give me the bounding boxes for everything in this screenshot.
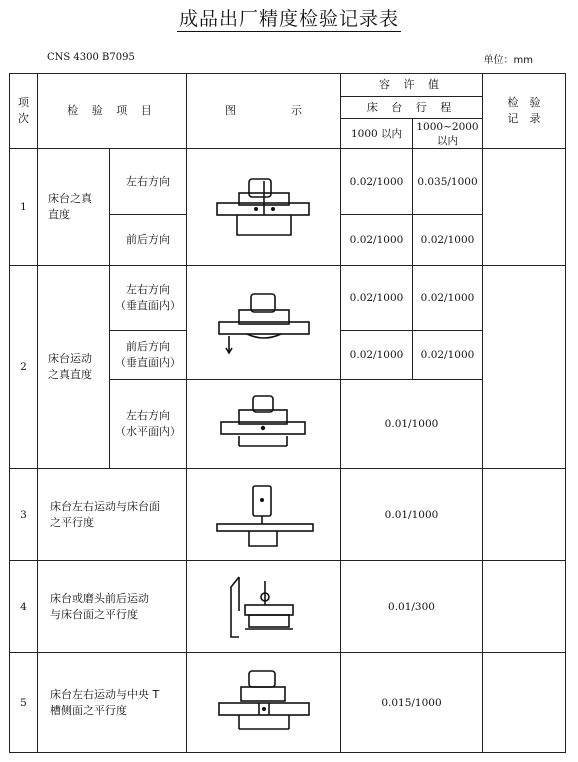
tolerance-1000: 0.02/1000 bbox=[341, 266, 413, 331]
page-title: 成品出厂精度检验记录表 bbox=[178, 8, 399, 30]
record-cell[interactable] bbox=[483, 149, 566, 266]
header-range-2: 1000~2000 以内 bbox=[413, 119, 483, 149]
tolerance-combined: 0.01/1000 bbox=[341, 380, 483, 469]
header-row bbox=[10, 74, 566, 97]
table-row bbox=[10, 149, 566, 215]
header-tolerance: 容 许 值 bbox=[341, 74, 483, 97]
table-row bbox=[10, 653, 566, 753]
table-row bbox=[10, 469, 566, 561]
figure-5 bbox=[187, 561, 341, 653]
sub-item: 前后方向 （垂直面内） bbox=[110, 331, 187, 380]
header-item: 检 验 项 目 bbox=[38, 74, 187, 149]
figure-4 bbox=[187, 469, 341, 561]
tolerance-2000: 0.02/1000 bbox=[413, 331, 483, 380]
item-name: 床台运动 之真直度 bbox=[38, 266, 110, 469]
header-travel: 床 台 行 程 bbox=[341, 97, 483, 119]
machine-figure-icon bbox=[209, 173, 319, 241]
record-cell[interactable] bbox=[483, 469, 566, 561]
inspection-table bbox=[9, 73, 566, 753]
tolerance-2000: 0.02/1000 bbox=[413, 266, 483, 331]
machine-figure-icon bbox=[209, 480, 319, 550]
tolerance-2000: 0.02/1000 bbox=[413, 215, 483, 266]
item-name: 床台或磨头前后运动 与床台面之平行度 bbox=[38, 561, 187, 653]
tolerance-1000: 0.02/1000 bbox=[341, 149, 413, 215]
header-no: 项 次 bbox=[10, 74, 38, 149]
tolerance-1000: 0.02/1000 bbox=[341, 331, 413, 380]
table-row bbox=[10, 561, 566, 653]
sub-item: 左右方向 （水平面内） bbox=[110, 380, 187, 469]
figure-6 bbox=[187, 653, 341, 753]
unit-label: 单位：mm bbox=[483, 55, 533, 66]
tolerance-combined: 0.01/300 bbox=[341, 561, 483, 653]
item-name: 床台之真 直度 bbox=[38, 149, 110, 266]
header-figure: 图 示 bbox=[187, 74, 341, 149]
sub-item: 左右方向 （垂直面内） bbox=[110, 266, 187, 331]
table-row bbox=[10, 266, 566, 331]
machine-figure-icon bbox=[209, 288, 319, 358]
record-cell[interactable] bbox=[483, 561, 566, 653]
tolerance-combined: 0.015/1000 bbox=[341, 653, 483, 753]
standard-code: CNS 4300 B7095 bbox=[47, 52, 135, 63]
row-no: 2 bbox=[10, 266, 38, 469]
row-no: 4 bbox=[10, 561, 38, 653]
machine-figure-icon bbox=[209, 394, 319, 454]
header-record: 检 验 记 录 bbox=[483, 74, 566, 149]
item-name: 床台左右运动与中央 T 槽侧面之平行度 bbox=[38, 653, 187, 753]
figure-2 bbox=[187, 266, 341, 380]
tolerance-combined: 0.01/1000 bbox=[341, 469, 483, 561]
tolerance-2000: 0.035/1000 bbox=[413, 149, 483, 215]
machine-figure-icon bbox=[209, 667, 319, 739]
header-range-1: 1000 以内 bbox=[341, 119, 413, 149]
record-cell[interactable] bbox=[483, 266, 566, 469]
tolerance-1000: 0.02/1000 bbox=[341, 215, 413, 266]
figure-3 bbox=[187, 380, 341, 469]
record-cell[interactable] bbox=[483, 653, 566, 753]
row-no: 1 bbox=[10, 149, 38, 266]
figure-1 bbox=[187, 149, 341, 266]
sub-item: 前后方向 bbox=[110, 215, 187, 266]
row-no: 3 bbox=[10, 469, 38, 561]
item-name: 床台左右运动与床台面 之平行度 bbox=[38, 469, 187, 561]
machine-figure-icon bbox=[209, 571, 319, 643]
sub-item: 左右方向 bbox=[110, 149, 187, 215]
row-no: 5 bbox=[10, 653, 38, 753]
